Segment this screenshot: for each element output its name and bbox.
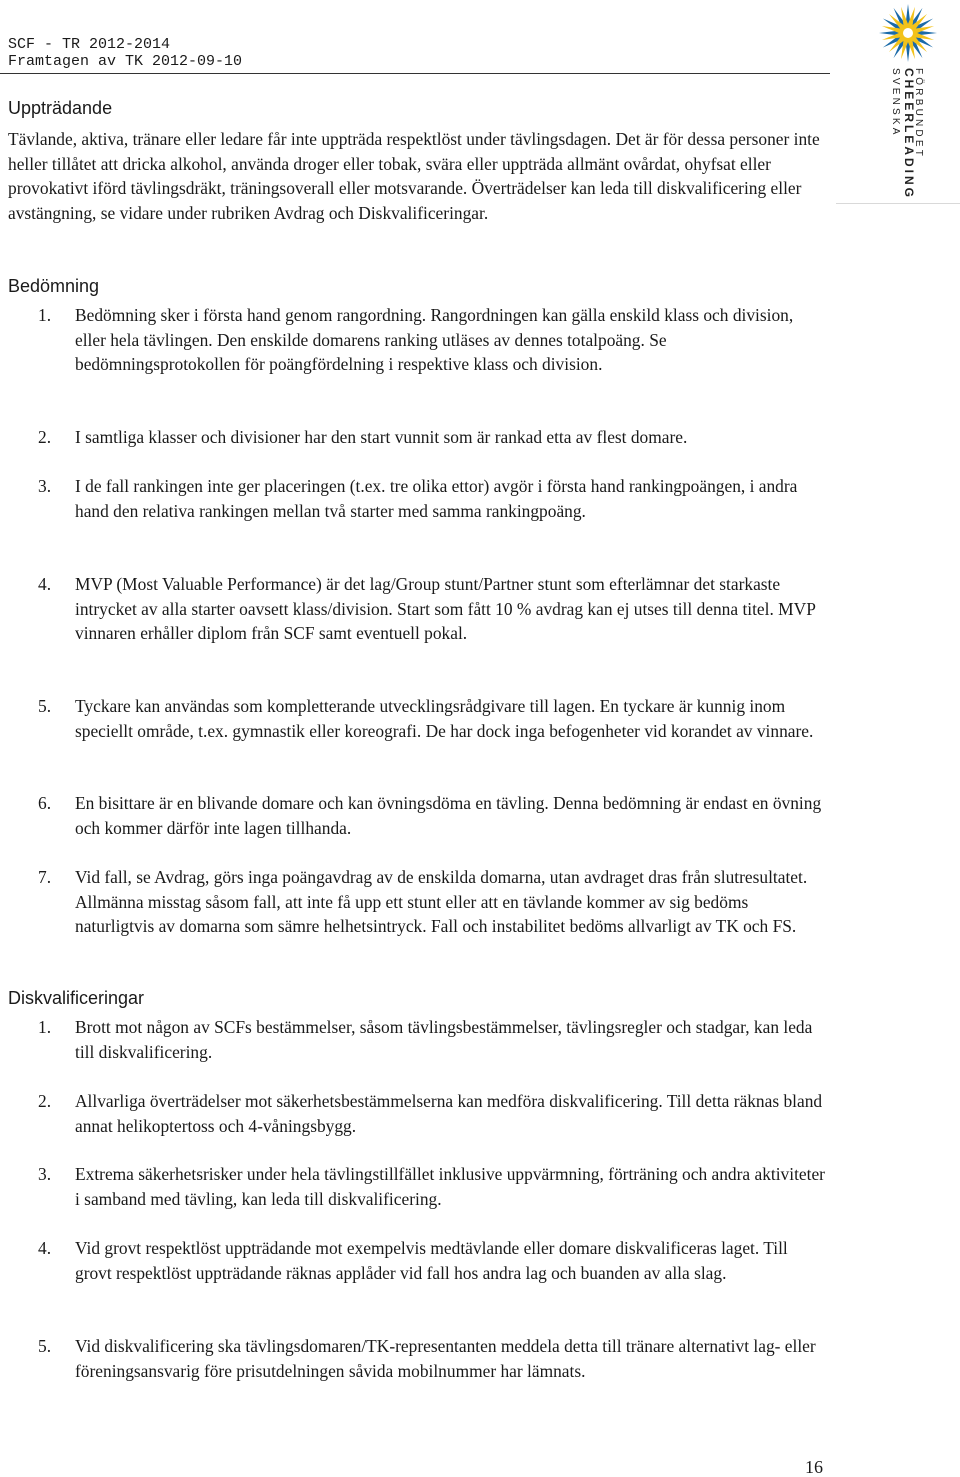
page-number: 16: [805, 1457, 823, 1477]
list-item-number: 4.: [38, 1238, 52, 1258]
header-divider: [0, 73, 830, 74]
list-item-number: 3.: [38, 1164, 52, 1184]
list-item-text: Vid fall, se Avdrag, görs inga poängavdrag av de enskilda domarna, utan avdraget dras från slutresultatet. Allmänna misstag såsom fall, att inte få upp ett stunt eller att en tävlande kommer av sig bedöms naturligtvis av domarna som sämre helhetsintryck. Fall och instabilitet bedöms allvarligt av TK och FS.: [75, 867, 808, 937]
logo-text-cheerleading: CHEERLEADING: [902, 68, 916, 201]
list-item: [38, 1162, 828, 1211]
list-item: [38, 303, 828, 377]
svenska-cheerleading-logo: [866, 2, 960, 206]
list-item-number: 7.: [38, 867, 52, 887]
logo-graphic: [866, 2, 960, 206]
list-item-text: Bedömning sker i första hand genom rangordning. Rangordningen kan gälla enskild klass och division, eller hela tävlingen. Den enskilde domarens ranking utläses av dennes totalpoäng. Se bedömningsprotokollen för poängfördelning i respektive klass och division.: [75, 305, 794, 375]
list-item-text: En bisittare är en blivande domare och kan övningsdöma en tävling. Denna bedömning är endast en övning och kommer därför inte lagen tillhanda.: [75, 793, 822, 838]
logo-text-forbundet: FÖRBUNDET: [913, 68, 924, 160]
list-item-number: 5.: [38, 1336, 52, 1356]
list-item: [38, 1334, 828, 1383]
list-item-number: 3.: [38, 476, 52, 496]
header-subtitle: Framtagen av TK 2012-09-10: [8, 53, 243, 70]
list-item-text: I de fall rankingen inte ger placeringen (t.ex. tre olika ettor) avgör i första hand rankingpoängen, i andra hand den relativa rankingen mellan två starter med samma rankingpoäng.: [75, 476, 798, 521]
list-item-number: 1.: [38, 305, 52, 325]
list-item-number: 6.: [38, 793, 52, 813]
paragraph-upptradande: Tävlande, aktiva, tränare eller ledare får inte uppträda respektlöst under tävlingsdagen. Det är för dessa personer inte heller tillåtet att dricka alkohol, använda droger eller tobak, svära eller uppträda allmänt ovårdat, ohyfsat eller provokativt iförd tävlingsdräkt, träningsoverall eller motsvarande. Överträdelser kan leda till diskvalificering eller avstängning, se vidare under rubriken Avdrag och Diskvalificeringar.: [8, 129, 820, 223]
list-item-number: 2.: [38, 1091, 52, 1111]
list-item-text: I samtliga klasser och divisioner har den start vunnit som är rankad etta av flest domare.: [75, 427, 688, 447]
logo-text-svenska: SVENSKA: [890, 68, 901, 138]
list-item-number: 1.: [38, 1017, 52, 1037]
header-title: SCF - TR 2012-2014: [8, 36, 171, 53]
list-item: [38, 865, 828, 939]
list-item: [38, 791, 828, 840]
list-item: [38, 1236, 828, 1285]
list-item-text: Vid grovt respektlöst uppträdande mot exempelvis medtävlande eller domare diskvalificeras laget. Till grovt respektlöst uppträdande räknas applåder vid fall hos andra lag och buanden av alla slag.: [75, 1238, 788, 1283]
document-header: [8, 36, 242, 70]
list-item-number: 2.: [38, 427, 52, 447]
logo-divider: [836, 203, 960, 204]
list-item-text: Allvarliga överträdelser mot säkerhetsbestämmelserna kan medföra diskvalificering. Till detta räknas bland annat helikoptertoss och 4-våningsbygg.: [75, 1091, 823, 1136]
list-item-number: 5.: [38, 696, 52, 716]
list-item: [38, 1089, 828, 1138]
list-item-text: Extrema säkerhetsrisker under hela tävlingstillfället inklusive uppvärmning, förträning och andra aktiviteter i samband med tävling, kan leda till diskvalificering.: [75, 1164, 825, 1209]
list-item: [38, 694, 828, 743]
list-item-text: Vid diskvalificering ska tävlingsdomaren/TK-representanten meddela detta till tränare alternativt lag- eller föreningsansvarig före prisutdelningen såvida mobilnummer har lämnats.: [75, 1336, 816, 1381]
section-heading-bedomning: Bedömning: [8, 276, 100, 296]
star-emblem-icon: [879, 4, 937, 62]
list-item: [38, 474, 828, 523]
section-heading-upptradande: Uppträdande: [8, 98, 113, 118]
list-item-text: Tyckare kan användas som kompletterande utvecklingsrådgivare till lagen. En tyckare är kunnig inom speciellt område, t.ex. gymnastik eller koreografi. De har dock inga befogenheter vid korandet av vinnare.: [75, 696, 814, 741]
list-item: [38, 572, 828, 646]
section-heading-diskvalificeringar: Diskvalificeringar: [8, 988, 145, 1008]
list-item-text: MVP (Most Valuable Performance) är det lag/Group stunt/Partner stunt som efterlämnar det starkaste intrycket av alla starter oavsett klass/division. Start som fått 10 % avdrag kan ej utses till denna titel. MVP vinnaren erhåller diplom från SCF samt eventuell pokal.: [75, 574, 816, 644]
list-item-text: Brott mot någon av SCFs bestämmelser, såsom tävlingsbestämmelser, tävlingsregler och stadgar, kan leda till diskvalificering.: [75, 1017, 813, 1062]
list-item-number: 4.: [38, 574, 52, 594]
list-item: [38, 1015, 828, 1064]
list-item: [38, 425, 828, 450]
